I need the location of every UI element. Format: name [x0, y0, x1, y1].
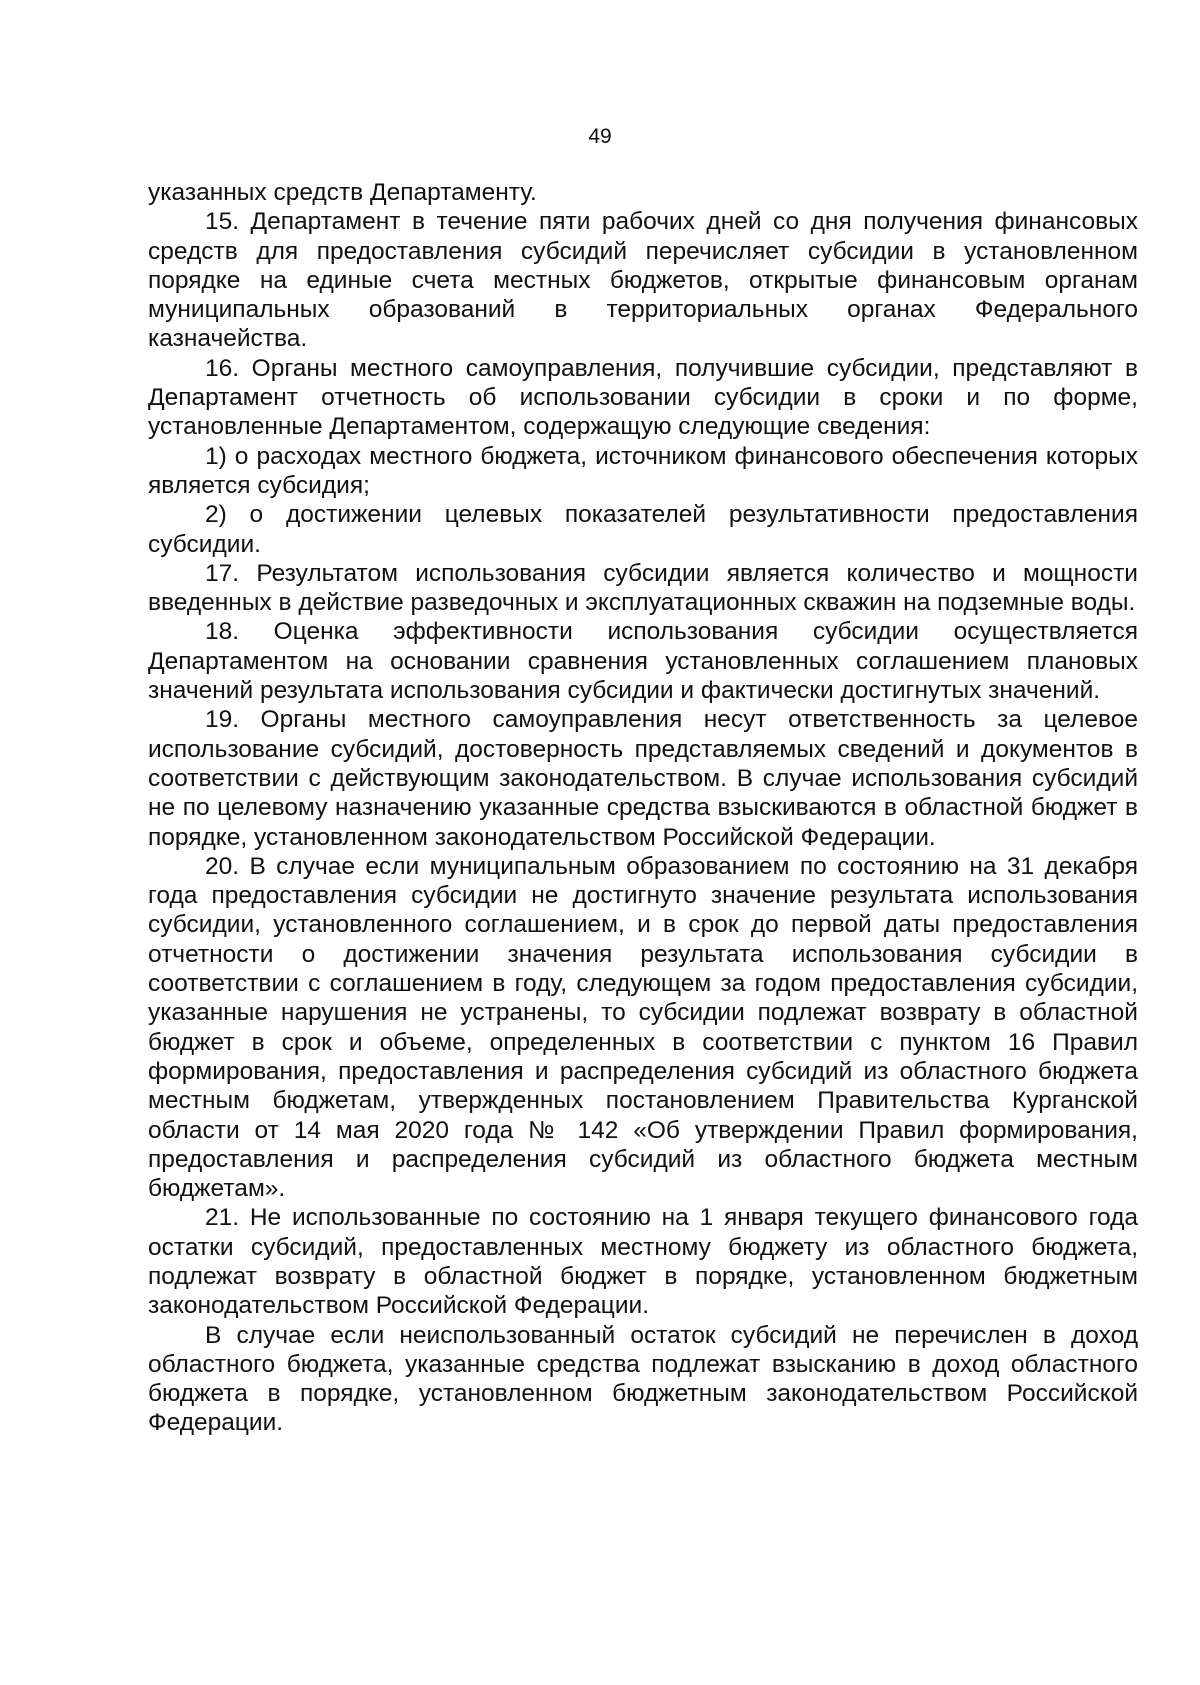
paragraph-continuation: указанных средств Департаменту. — [148, 179, 537, 206]
paragraph-18: 18. Оценка эффективности использования субсидии осуществляется Департаментом на основании сравнения установленных соглашением плановых значений результата использования субсидии и фактически достигнутых значений. — [148, 618, 1138, 705]
paragraph-20: 20. В случае если муниципальным образованием по состоянию на 31 декабря года предоставления субсидии не достигнуто значение результата использования субсидии, установленного соглашением, и в срок до первой даты предоставления отчетности о достижении значения результата использования субсидии в соответствии с соглашением в году, следующем за годом предоставления субсидии, указанные нарушения не устранены, то субсидии подлежат возврату в областной бюджет в срок и объеме, определенных в соответствии с пунктом 16 Правил формирования, предоставления и распределения субсидий из областного бюджета местным бюджетам, утвержденных постановлением Правительства Курганской области от 14 мая 2020 года № 142 «Об утверждении Правил формирования, предоставления и распределения субсидий из областного бюджета местным бюджетам». — [148, 852, 1138, 1203]
page-number: 49 — [588, 125, 612, 148]
paragraph-16-item-1: 1) о расходах местного бюджета, источником финансового обеспечения которых является субсидия; — [148, 442, 1138, 499]
paragraph-21: 21. Не использованные по состоянию на 1 января текущего финансового года остатки субсидий, предоставленных местному бюджету из областного бюджета, подлежат возврату в областной бюджет в порядке, установленном бюджетным законодательством Российской Федерации. — [148, 1204, 1138, 1320]
paragraph-21-part-2: В случае если неиспользованный остаток субсидий не перечислен в доход областного бюджета, указанные средства подлежат взысканию в доход областного бюджета в порядке, установленном бюджетным законодательством Российской Федерации. — [148, 1321, 1138, 1437]
paragraph-16-item-2: 2) о достижении целевых показателей результативности предоставления субсидии. — [148, 501, 1138, 558]
paragraph-15: 15. Департамент в течение пяти рабочих дней со дня получения финансовых средств для предоставления субсидий перечисляет субсидии в установленном порядке на единые счета местных бюджетов, открытые финансовым органам муниципальных образований в территориальных органах Федерального казначейства. — [148, 208, 1138, 353]
document-body — [148, 178, 1138, 1438]
paragraph-16: 16. Органы местного самоуправления, получившие субсидии, представляют в Департамент отчетность об использовании субсидии в сроки и по форме, установленные Департаментом, содержащую следующие сведения: — [148, 354, 1138, 441]
paragraph-17: 17. Результатом использования субсидии является количество и мощности введенных в действие разведочных и эксплуатационных скважин на подземные воды. — [148, 559, 1138, 617]
paragraph-19: 19. Органы местного самоуправления несут ответственность за целевое использование субсидий, достоверность представляемых сведений и документов в соответствии с действующим законодательством. В случае использования субсидий не по целевому назначению указанные средства взыскиваются в областной бюджет в порядке, установленном законодательством Российской Федерации. — [148, 706, 1138, 851]
